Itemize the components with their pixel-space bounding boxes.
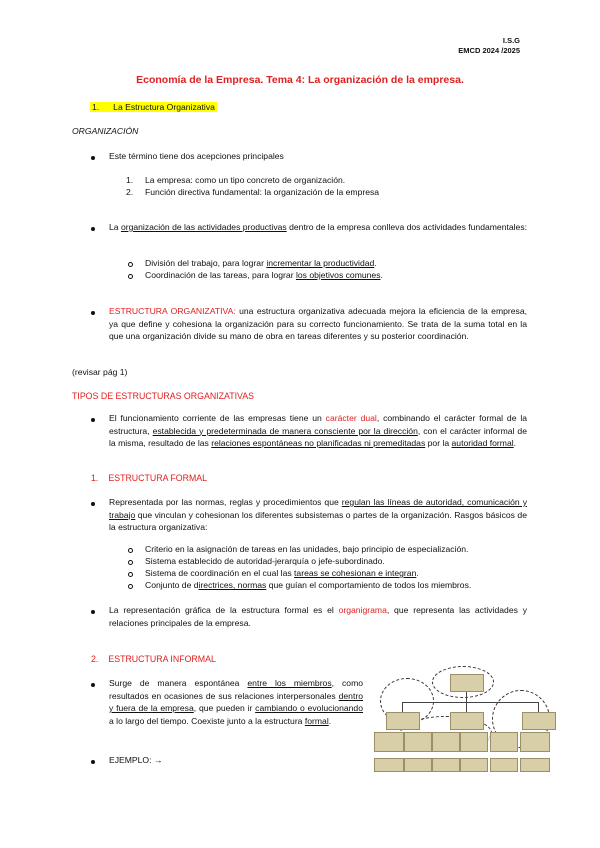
rasgo-item: Conjunto de directrices, normas que guían el comportamiento de todos los miembros. (145, 580, 472, 590)
section-1-label: La Estructura Organizativa (113, 102, 215, 112)
acepcion-number: 2. (126, 187, 134, 197)
org-box (460, 758, 488, 772)
ejemplo-label: EJEMPLO: → (109, 755, 163, 765)
circle-bullet (128, 572, 133, 577)
circle-bullet (128, 262, 133, 267)
org-box (490, 732, 518, 752)
page-title: Economía de la Empresa. Tema 4: La organización de la empresa. (136, 74, 464, 86)
org-box (404, 758, 432, 772)
bullet-organizacion: La organización de las actividades productivas dentro de la empresa conlleva dos actividades fundamentales: (109, 222, 528, 232)
organizacion-link: organización de las actividades productivas (120, 222, 287, 232)
bullet-dot (91, 418, 95, 422)
org-box (522, 712, 556, 730)
header-line-2: EMCD 2024 /2025 (458, 46, 520, 55)
circle-bullet (128, 274, 133, 279)
acepcion-text: La empresa: como un tipo concreto de organización. (145, 175, 346, 185)
informal-org-chart (372, 668, 550, 778)
acepcion-number: 1. (126, 175, 134, 185)
org-box (374, 758, 404, 772)
org-box (450, 674, 484, 692)
org-box (450, 712, 484, 730)
actividad-item: Coordinación de las tareas, para lograr los objetivos comunes. (145, 270, 383, 280)
section-1-heading (90, 101, 217, 114)
circle-bullet (128, 584, 133, 589)
org-box (490, 758, 518, 772)
bullet-informal: Surge de manera espontánea entre los miembros, como resultados en ocasiones de sus relaciones interpersonales dentro y fuera de la empresa, que pueden ir cambiando o evolucionando a lo largo del tiempo. Coexiste junto a la estructura formal. (109, 678, 364, 726)
bullet-dot (91, 227, 95, 231)
bullet-funcionamiento: El funcionamiento corriente de las empresas tiene un carácter dual, combinando el carácter formal de la estructura, establecida y predeterminada de manera consciente por la dirección, con el carácter informal de la misma, resultado de las relaciones espontáneas no planificadas ni premeditadas por la autoridad formal. (109, 413, 528, 448)
org-box (460, 732, 488, 752)
circle-bullet (128, 560, 133, 565)
acepcion-text: Función directiva fundamental: la organización de la empresa (145, 187, 380, 197)
acepcion-item (126, 186, 133, 199)
org-box (374, 732, 404, 752)
bullet-dot (91, 502, 95, 506)
revisar-note: (revisar pág 1) (72, 367, 128, 377)
org-box (520, 758, 550, 772)
rasgo-item: Sistema establecido de autoridad-jerarquía o jefe-subordinado. (145, 556, 385, 566)
rasgo-item: Criterio en la asignación de tareas en las unidades, bajo principio de especialización. (145, 544, 469, 554)
organigrama-term: organigrama (338, 605, 387, 615)
org-box (520, 732, 550, 752)
org-box (432, 732, 460, 752)
formal-heading: 1. ESTRUCTURA FORMAL (91, 473, 208, 483)
bullet-acepciones: Este término tiene dos acepciones principales (109, 151, 284, 161)
org-box (404, 732, 432, 752)
org-box (386, 712, 420, 730)
header-line-1: I.S.G (502, 36, 520, 45)
organizacion-label: ORGANIZACIÓN (72, 126, 139, 136)
estructura-organizativa-label: ESTRUCTURA ORGANIZATIVA: (109, 306, 236, 316)
bullet-dot (91, 311, 95, 315)
circle-bullet (128, 548, 133, 553)
bullet-dot (91, 683, 95, 687)
actividad-item: División del trabajo, para lograr incrementar la productividad. (145, 258, 377, 268)
tipos-heading: TIPOS DE ESTRUCTURAS ORGANIZATIVAS (72, 391, 254, 401)
bullet-formal: Representada por las normas, reglas y procedimientos que regulan las líneas de autoridad, comunicación y trabajo que vinculan y cohesionan los diferentes subsistemas o partes de la organización. Rasgos básicos de la estructura organizativa: (109, 497, 527, 532)
org-box (432, 758, 460, 772)
informal-heading: 2. ESTRUCTURA INFORMAL (91, 654, 216, 664)
bullet-dot (91, 610, 95, 614)
bullet-dot (91, 760, 95, 764)
section-1-number: 1. (92, 102, 100, 112)
acepcion-item (126, 174, 133, 187)
bullet-dot (91, 156, 95, 160)
rasgo-item: Sistema de coordinación en el cual las tareas se cohesionan e integran. (145, 568, 419, 578)
bullet-organigrama: La representación gráfica de la estructura formal es el organigrama, que representa las actividades y relaciones principales de la empresa. (109, 605, 527, 628)
bullet-estructura-organizativa: ESTRUCTURA ORGANIZATIVA: una estructura organizativa adecuada mejora la eficiencia de la empresa, ya que define y cohesiona la organización para su correcto funcionamiento. Se trata de la suma total en la que una organización divide su mano de obra en tareas diferentes y su posterior coordinación. (109, 306, 528, 341)
